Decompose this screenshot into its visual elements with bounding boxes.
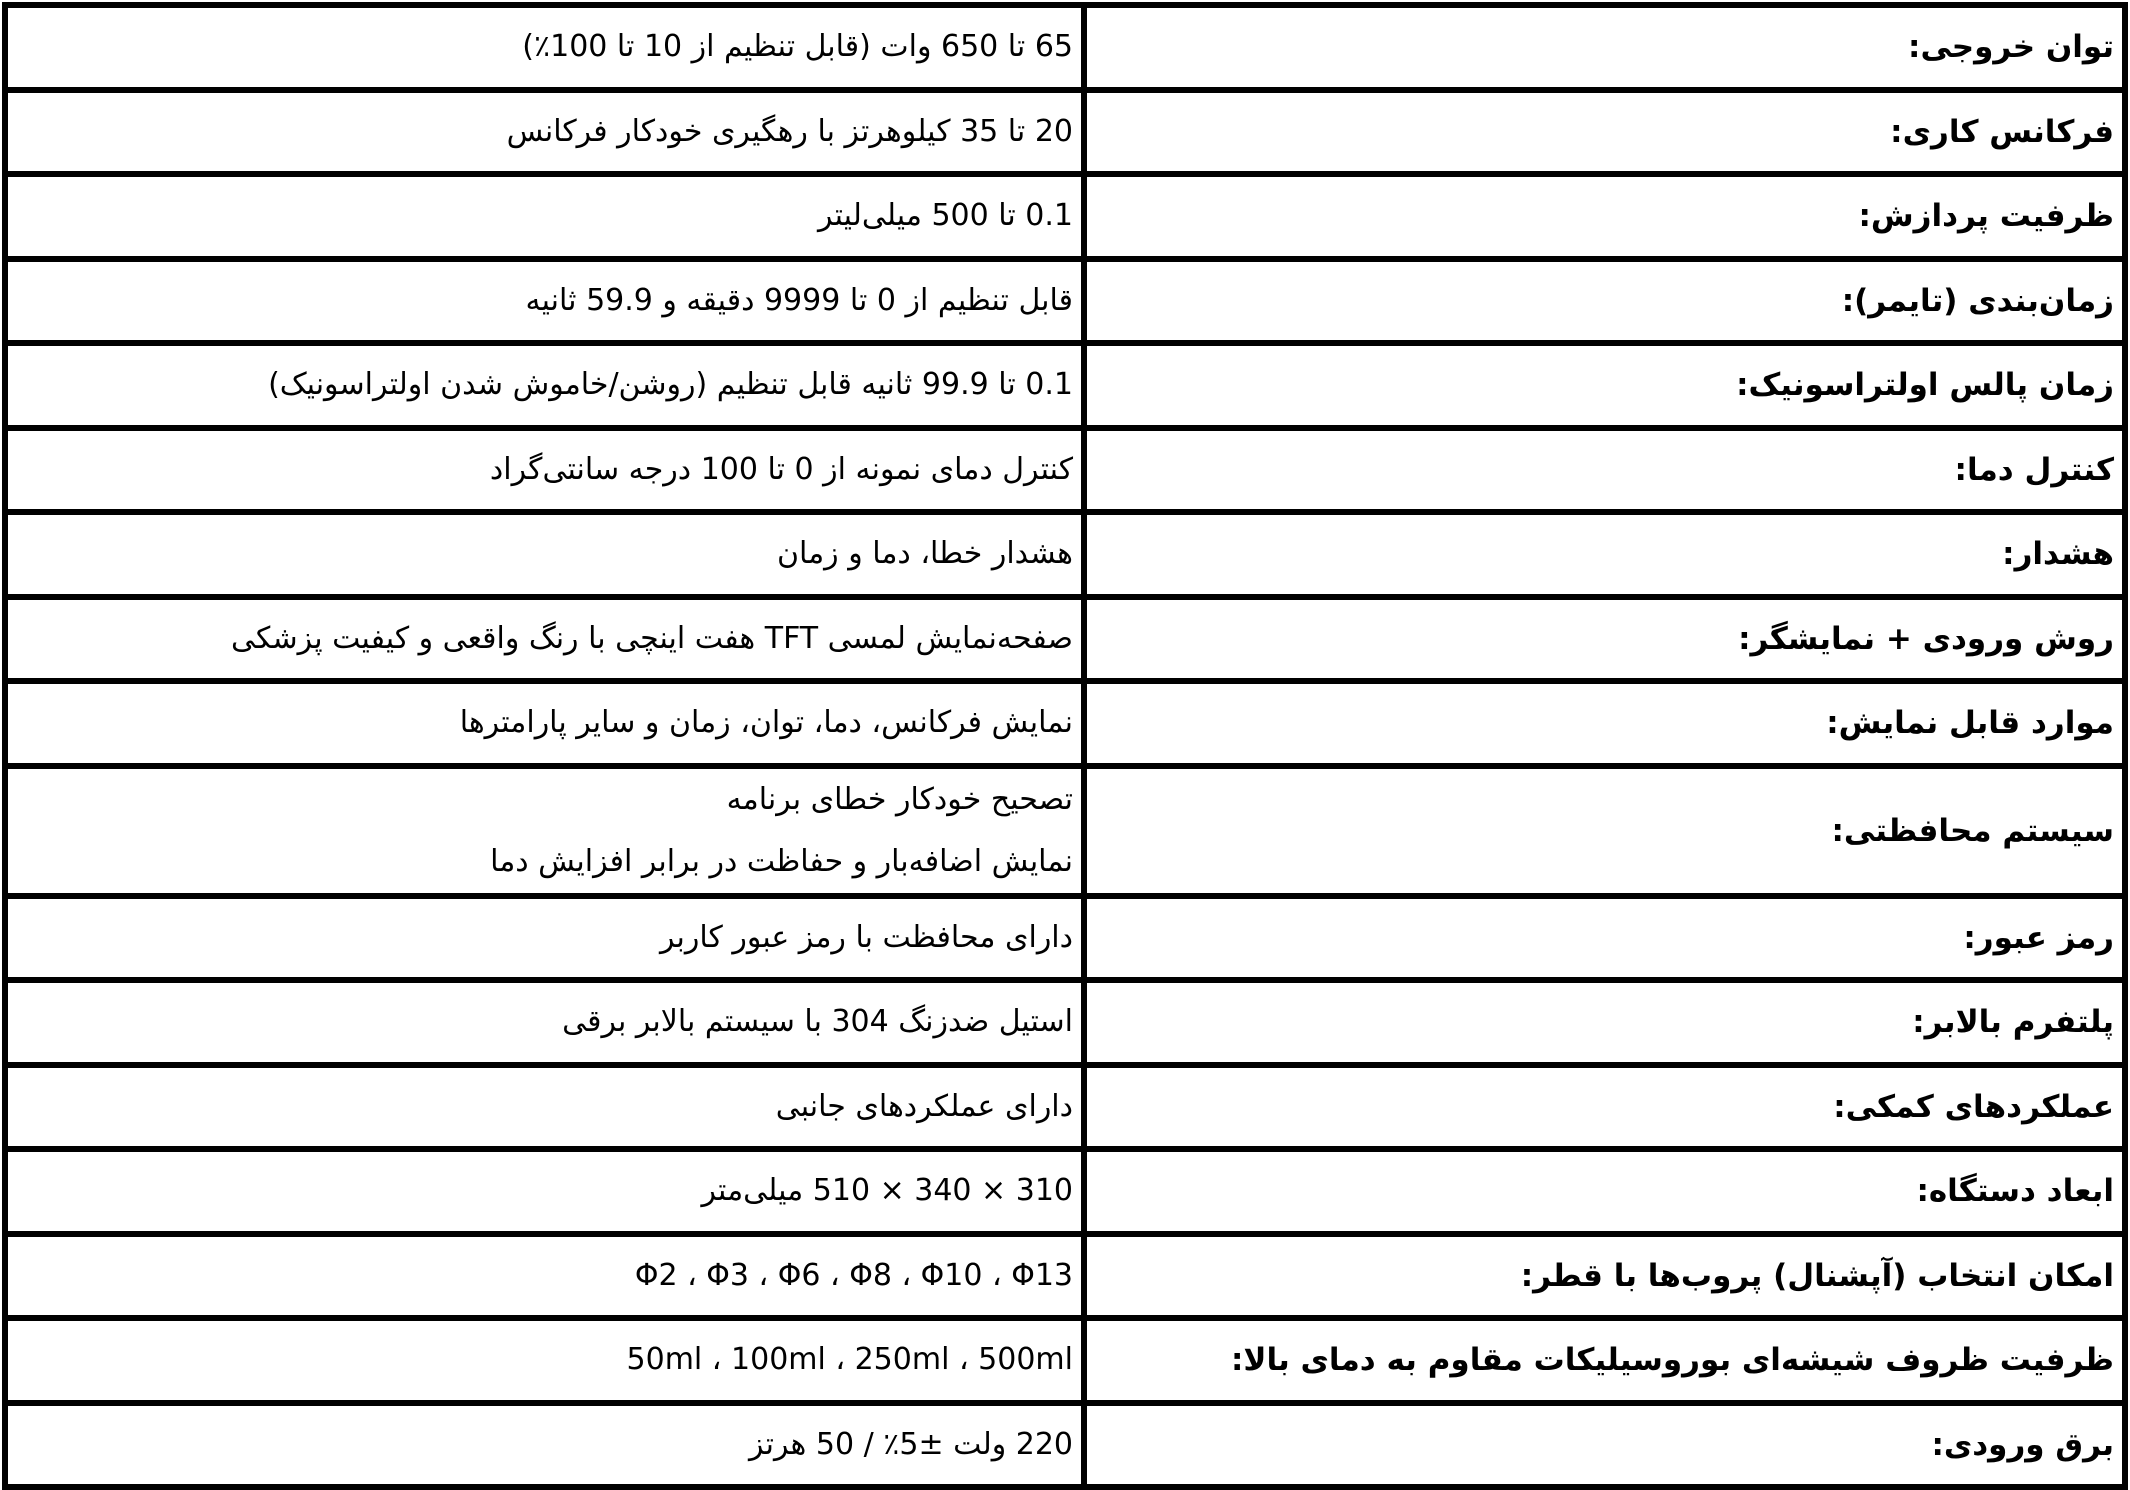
spec-value — [5, 1403, 1084, 1488]
spec-label: زمان پالس اولتراسونیک: — [1084, 343, 2125, 428]
spec-value — [5, 1065, 1084, 1150]
spec-value-line: نمایش اضافه‌بار و حفاظت در برابر افزایش دما — [490, 843, 1073, 879]
spec-label: سیستم محافظتی: — [1084, 766, 2125, 896]
spec-value — [5, 174, 1084, 259]
spec-value-line: نمایش فرکانس، دما، توان، زمان و سایر پارامترها — [459, 705, 1073, 741]
table-row — [5, 1403, 2125, 1488]
table-row — [5, 896, 2125, 981]
table-row — [5, 1149, 2125, 1234]
spec-value-line: صفحه‌نمایش لمسی TFT هفت اینچی با رنگ واقعی و کیفیت پزشکی — [230, 620, 1073, 656]
table-row — [5, 681, 2125, 766]
table-row — [5, 512, 2125, 597]
table-row — [5, 597, 2125, 682]
spec-label: امکان انتخاب (آپشنال) پروب‌ها با قطر: — [1084, 1234, 2125, 1319]
spec-value — [5, 896, 1084, 981]
table-row — [5, 259, 2125, 344]
spec-value — [5, 766, 1084, 896]
spec-label: ابعاد دستگاه: — [1084, 1149, 2125, 1234]
spec-value-line: 220 ولت ±5٪ / 50 هرتز — [749, 1426, 1073, 1462]
spec-table — [2, 2, 2128, 1490]
spec-value — [5, 980, 1084, 1065]
table-row — [5, 1065, 2125, 1150]
spec-value-line: دارای عملکردهای جانبی — [775, 1088, 1073, 1124]
spec-value — [5, 597, 1084, 682]
table-row — [5, 5, 2125, 90]
spec-value — [5, 5, 1084, 90]
spec-label: زمان‌بندی (تایمر): — [1084, 259, 2125, 344]
table-row — [5, 174, 2125, 259]
table-row — [5, 428, 2125, 513]
table-row — [5, 1318, 2125, 1403]
spec-label: ظرفیت ظروف شیشه‌ای بوروسیلیکات مقاوم به دمای بالا: — [1084, 1318, 2125, 1403]
table-row — [5, 766, 2125, 896]
spec-label: هشدار: — [1084, 512, 2125, 597]
spec-value-line: 310 × 340 × 510 میلی‌متر — [701, 1173, 1073, 1209]
spec-value-line: 0.1 تا 99.9 ثانیه قابل تنظیم (روشن/خاموش شدن اولتراسونیک) — [268, 367, 1073, 403]
spec-value — [5, 343, 1084, 428]
spec-value-line: دارای محافظت با رمز عبور کاربر — [659, 919, 1073, 955]
table-row — [5, 1234, 2125, 1319]
spec-label: ظرفیت پردازش: — [1084, 174, 2125, 259]
spec-value-line: Φ2 ، Φ3 ، Φ6 ، Φ8 ، Φ10 ، Φ13 — [634, 1257, 1073, 1293]
spec-value — [5, 259, 1084, 344]
table-row — [5, 343, 2125, 428]
spec-label: عملکردهای کمکی: — [1084, 1065, 2125, 1150]
spec-value — [5, 428, 1084, 513]
spec-value — [5, 90, 1084, 175]
spec-label: موارد قابل نمایش: — [1084, 681, 2125, 766]
spec-value — [5, 1234, 1084, 1319]
spec-label: پلتفرم بالابر: — [1084, 980, 2125, 1065]
spec-label: برق ورودی: — [1084, 1403, 2125, 1488]
spec-value-line: 50ml ، 100ml ، 250ml ، 500ml — [626, 1342, 1073, 1378]
spec-label: روش ورودی + نمایشگر: — [1084, 597, 2125, 682]
spec-value-line: تصحیح خودکار خطای برنامه — [726, 781, 1073, 817]
spec-value-line: کنترل دمای نمونه از 0 تا 100 درجه سانتی‌گراد — [489, 451, 1073, 487]
spec-label: فرکانس کاری: — [1084, 90, 2125, 175]
spec-value — [5, 681, 1084, 766]
spec-value — [5, 512, 1084, 597]
spec-value-line: 0.1 تا 500 میلی‌لیتر — [818, 198, 1073, 234]
spec-value-line: استیل ضدزنگ 304 با سیستم بالابر برقی — [562, 1004, 1073, 1040]
spec-value-line: قابل تنظیم از 0 تا 9999 دقیقه و 59.9 ثانیه — [525, 282, 1073, 318]
spec-label: رمز عبور: — [1084, 896, 2125, 981]
table-row — [5, 90, 2125, 175]
spec-label: کنترل دما: — [1084, 428, 2125, 513]
spec-value-line: هشدار خطا، دما و زمان — [776, 536, 1073, 572]
spec-value — [5, 1149, 1084, 1234]
table-row — [5, 980, 2125, 1065]
spec-value-line: 20 تا 35 کیلوهرتز با رهگیری خودکار فرکانس — [506, 113, 1073, 149]
spec-value — [5, 1318, 1084, 1403]
spec-value-line: 65 تا 650 وات (قابل تنظیم از 10 تا 100٪) — [522, 29, 1073, 65]
spec-label: توان خروجی: — [1084, 5, 2125, 90]
